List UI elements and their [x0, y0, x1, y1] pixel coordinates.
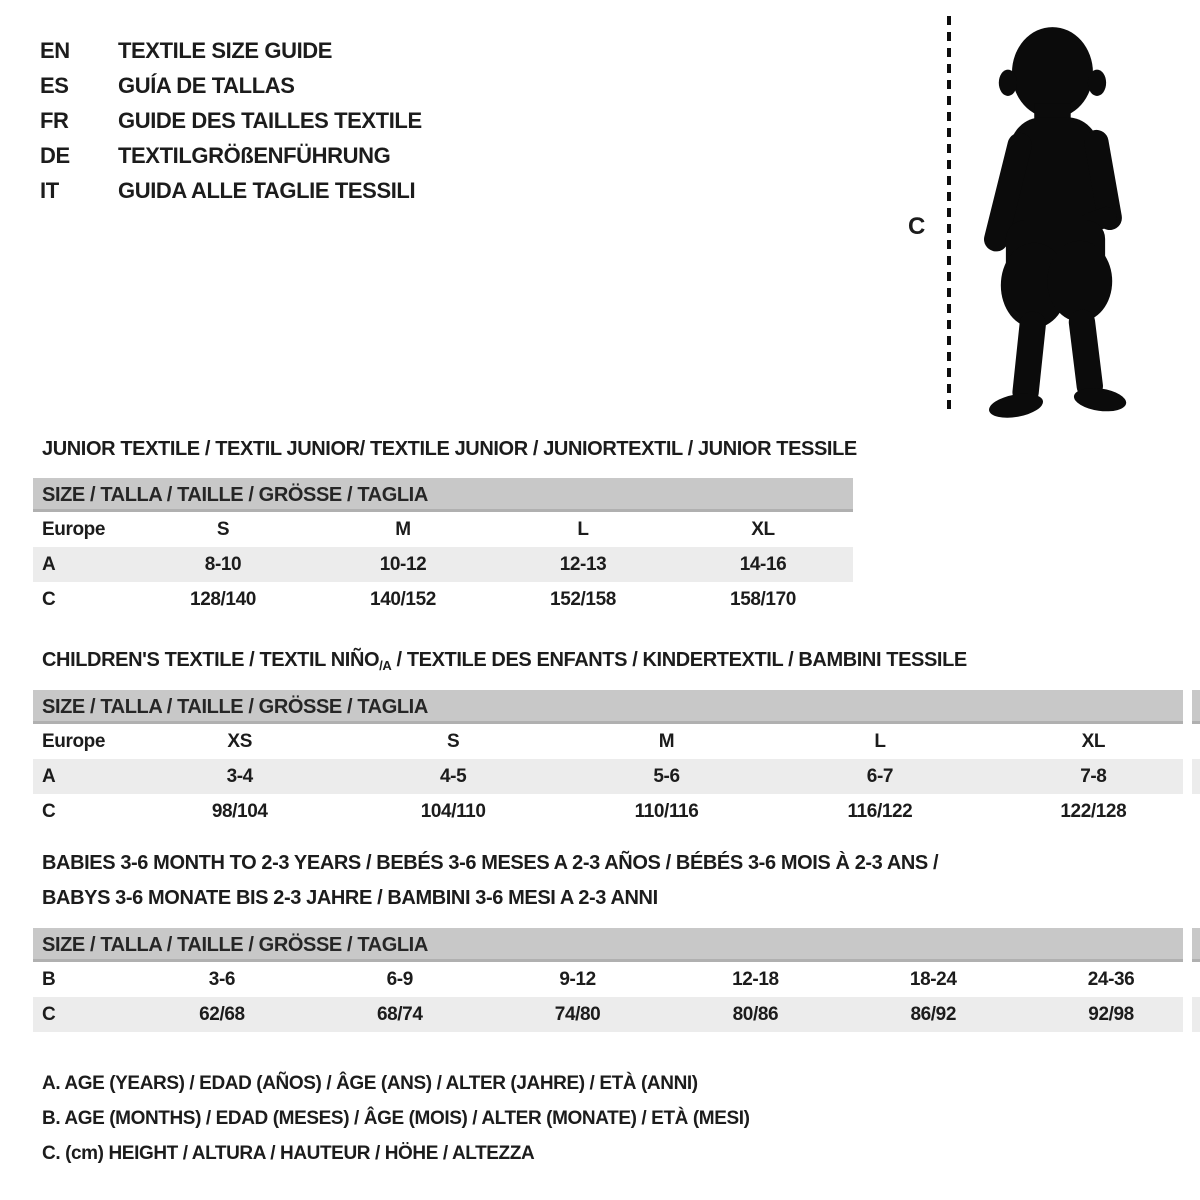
size-cell: M — [395, 518, 411, 540]
size-cell: L — [577, 518, 589, 540]
junior-size-table — [33, 478, 853, 617]
age-cell: 4-5 — [439, 765, 467, 787]
language-row-en — [40, 33, 422, 68]
months-cell: 12-18 — [732, 968, 779, 990]
language-row-es — [40, 68, 422, 103]
guide-title-en: TEXTILE SIZE GUIDE — [118, 37, 333, 63]
toddler-silhouette-icon — [958, 20, 1153, 425]
months-cell: 9-12 — [559, 968, 596, 990]
junior-section-title: JUNIOR TEXTILE / TEXTIL JUNIOR/ TEXTILE JUNIOR / JUNIORTEXTIL / JUNIOR TESSILE — [42, 438, 857, 460]
height-measure-label: C — [908, 213, 925, 240]
size-cell: M — [658, 730, 675, 752]
table-edge-gap — [1183, 688, 1192, 1036]
row-label: B — [42, 968, 56, 990]
row-label: Europe — [42, 730, 106, 752]
height-cell: 104/110 — [420, 800, 486, 822]
height-cell: 62/68 — [199, 1003, 245, 1025]
height-cell: 122/128 — [1060, 800, 1127, 822]
table-row-height — [33, 794, 1200, 829]
legend-line-age-years: A. AGE (YEARS) / EDAD (AÑOS) / ÂGE (ANS) / ALTER (JAHRE) / ETÀ (ANNI) — [42, 1073, 698, 1094]
row-label: C — [42, 800, 56, 822]
legend-line-age-months: B. AGE (MONTHS) / EDAD (MESES) / ÂGE (MOIS) / ALTER (MONATE) / ETÀ (MESI) — [42, 1108, 750, 1129]
size-cell: S — [446, 730, 460, 752]
size-header-bar: SIZE / TALLA / TAILLE / GRÖSSE / TAGLIA — [33, 928, 1200, 962]
height-cell: 140/152 — [370, 588, 436, 610]
table-row-europe — [33, 512, 853, 547]
row-label: A — [42, 553, 56, 575]
babies-title-line2: BABYS 3-6 MONATE BIS 2-3 JAHRE / BAMBINI 3-6 MESI A 2-3 ANNI — [42, 887, 658, 909]
age-cell: 6-7 — [866, 765, 894, 787]
age-cell: 10-12 — [379, 553, 427, 575]
age-cell: 8-10 — [204, 553, 242, 575]
height-cell: 80/86 — [732, 1003, 779, 1025]
height-cell: 98/104 — [211, 800, 268, 822]
age-cell: 5-6 — [653, 765, 680, 787]
language-title-list — [40, 33, 422, 208]
size-cell: S — [216, 518, 230, 540]
size-header-bar: SIZE / TALLA / TAILLE / GRÖSSE / TAGLIA — [33, 478, 853, 512]
height-cell: 110/116 — [634, 800, 699, 822]
row-label: C — [42, 1003, 56, 1025]
babies-section-title — [42, 846, 938, 916]
row-label: A — [42, 765, 56, 787]
babies-title-line1: BABIES 3-6 MONTH TO 2-3 YEARS / BEBÉS 3-6 MESES A 2-3 AÑOS / BÉBÉS 3-6 MOIS À 2-3 ANS / — [42, 852, 939, 874]
height-cell: 128/140 — [190, 588, 256, 610]
height-cell: 158/170 — [730, 588, 796, 610]
guide-title-it: GUIDA ALLE TAGLIE TESSILI — [118, 177, 416, 203]
guide-title-es: GUÍA DE TALLAS — [118, 72, 295, 98]
height-measure-line — [947, 16, 951, 416]
legend-line-height: C. (cm) HEIGHT / ALTURA / HAUTEUR / HÖHE / ALTEZZA — [42, 1143, 535, 1164]
height-cell: 68/74 — [376, 1003, 423, 1025]
children-title-post: / TEXTILE DES ENFANTS / KINDERTEXTIL / BAMBINI TESSILE — [391, 649, 967, 671]
language-row-fr — [40, 103, 422, 138]
height-cell: 74/80 — [554, 1003, 601, 1025]
months-cell: 6-9 — [386, 968, 413, 990]
size-legend — [42, 1066, 750, 1171]
children-size-table — [33, 690, 1200, 829]
babies-size-table — [33, 928, 1200, 1032]
age-cell: 14-16 — [739, 553, 787, 575]
months-cell: 3-6 — [208, 968, 236, 990]
months-cell: 24-36 — [1087, 968, 1135, 990]
table-row-height — [33, 582, 853, 617]
row-label: C — [42, 588, 56, 610]
size-cell: XS — [227, 730, 252, 752]
language-row-it — [40, 173, 422, 208]
guide-title-fr: GUIDE DES TAILLES TEXTILE — [118, 107, 422, 133]
months-cell: 18-24 — [909, 968, 957, 990]
height-cell: 92/98 — [1088, 1003, 1134, 1025]
table-row-months — [33, 962, 1200, 997]
language-code: FR — [40, 107, 69, 133]
age-cell: 12-13 — [559, 553, 607, 575]
language-code: ES — [40, 72, 69, 98]
children-title-pre: CHILDREN'S TEXTILE / TEXTIL NIÑO — [42, 649, 380, 671]
guide-title-de: TEXTILGRÖßENFÜHRUNG — [118, 142, 391, 168]
height-cell: 116/122 — [847, 800, 913, 822]
age-cell: 3-4 — [226, 765, 253, 787]
table-row-age — [33, 759, 1200, 794]
table-row-age — [33, 547, 853, 582]
language-row-de — [40, 138, 422, 173]
language-code: EN — [40, 37, 70, 63]
age-cell: 7-8 — [1080, 765, 1107, 787]
size-cell: L — [874, 730, 886, 752]
height-cell: 152/158 — [550, 588, 616, 610]
height-cell: 86/92 — [910, 1003, 956, 1025]
row-label: Europe — [42, 518, 106, 540]
table-row-height — [33, 997, 1200, 1032]
children-section-title — [42, 643, 967, 683]
language-code: DE — [40, 142, 70, 168]
size-cell: XL — [751, 518, 775, 540]
language-code: IT — [40, 177, 59, 203]
children-title-sub: /A — [379, 658, 392, 673]
size-cell: XL — [1081, 730, 1106, 752]
size-header-bar: SIZE / TALLA / TAILLE / GRÖSSE / TAGLIA — [33, 690, 1200, 724]
table-row-europe — [33, 724, 1200, 759]
